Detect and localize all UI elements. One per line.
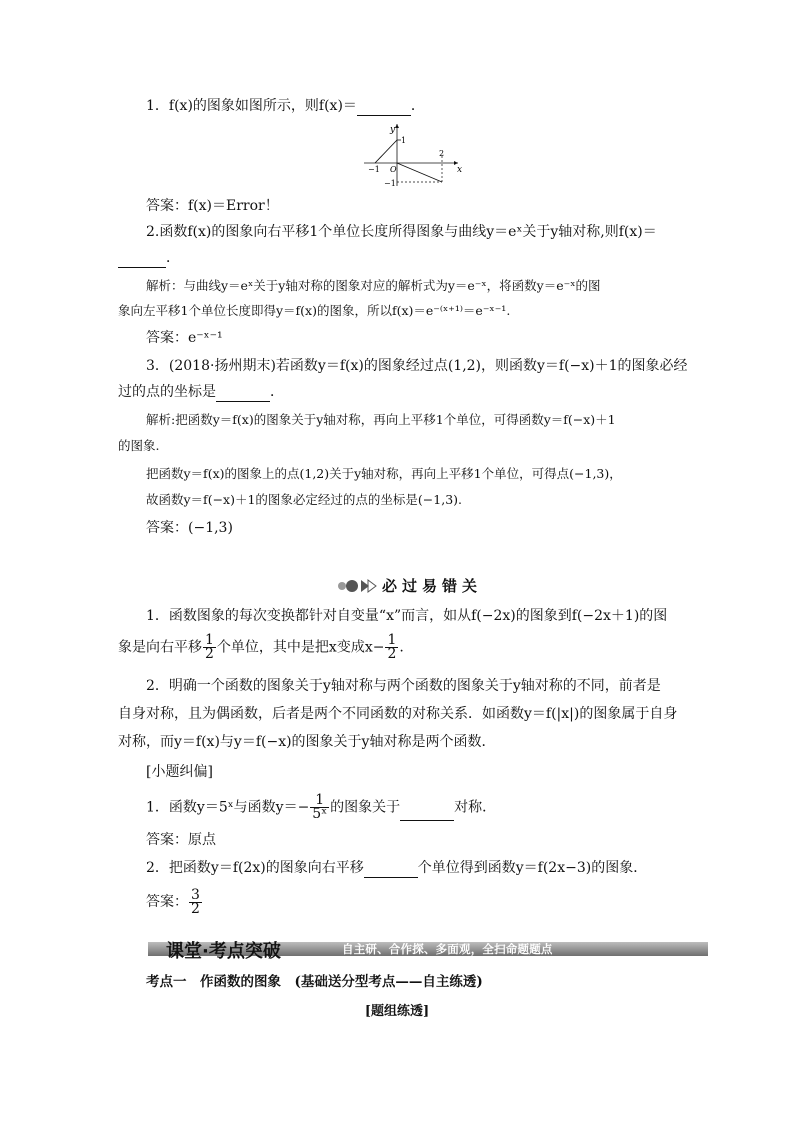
question-2-suffix: ． — [166, 250, 180, 266]
group-heading: [题组练透] — [364, 1004, 430, 1019]
answer-exercise-1: 答案：原点 — [146, 832, 216, 848]
exercise-1-text-c: 对称． — [454, 799, 497, 816]
y-label: y — [390, 125, 396, 135]
fraction-numerator: 3 — [191, 886, 200, 903]
question-1 — [146, 96, 706, 116]
fraction-numerator: 1 — [205, 632, 214, 648]
fraction-denominator: 2 — [387, 646, 397, 662]
point-1-text-c: . — [399, 639, 404, 656]
x-label: x — [457, 165, 463, 175]
y-axis-arrow — [395, 124, 399, 128]
exercise-2 — [146, 858, 706, 878]
banner-label: 必过易错关 — [382, 577, 483, 595]
point-1-line-1: 1．函数图象的每次变换都针对自变量“x”而言，如从f(−2x)的图象到f(−2x＋1)的图 — [146, 608, 668, 624]
fraction-denominator: 2 — [205, 646, 214, 662]
exercise-1-text: 1．函数y＝5ˣ与函数y＝− — [146, 799, 310, 816]
fraction-denominator: 5ˣ — [312, 806, 328, 822]
answer-exercise-2 — [146, 886, 706, 918]
answer-blank — [357, 101, 411, 116]
question-3-line-2 — [118, 382, 678, 402]
function-graph — [360, 120, 470, 190]
answer-2: 答案：e⁻ˣ⁻¹ — [146, 330, 223, 346]
exercise-2-suffix: 个单位得到函数y＝f(2x−3)的图象． — [417, 860, 648, 876]
section-bar-title: 课堂·考点突破 — [166, 941, 281, 962]
answer-blank — [400, 806, 454, 821]
point-1-text-a: 象是向右平移 — [118, 639, 202, 656]
exercise-1 — [146, 794, 706, 821]
tick-label-1: 1 — [401, 136, 407, 145]
section-heading: [小题纠偏] — [146, 764, 213, 780]
solution-3-line-1: 解析:把函数y＝f(x)的图象关于y轴对称，再向上平移1个单位，可得函数y＝f(−x)＋1 — [146, 412, 616, 427]
exercise-2-text: 2．把函数y＝f(2x)的图象向右平移 — [146, 860, 364, 876]
fraction-half-2 — [385, 634, 398, 661]
section-banner — [290, 577, 490, 595]
exercise-1-text-b: 的图象关于 — [330, 799, 401, 816]
point-1-line-2 — [118, 634, 678, 661]
point-2-line-1: 2．明确一个函数的图象关于y轴对称与两个函数的图象关于y轴对称的不同，前者是 — [146, 678, 661, 694]
point-1-text-b: 个单位，其中是把x变成x− — [216, 639, 385, 656]
answer-blank — [364, 863, 418, 878]
answer-label: 答案： — [146, 894, 188, 910]
fraction-numerator: 1 — [387, 632, 397, 648]
question-3-text: 过的点的坐标是 — [118, 384, 216, 400]
question-2-line-1: 2.函数f(x)的图象向右平移1个单位长度所得图象与曲线y＝eˣ关于y轴对称,则f(x)＝ — [146, 224, 657, 240]
fraction-three-halves — [189, 886, 202, 917]
question-2-line-2 — [118, 248, 678, 268]
section-bar-subtitle: 自主研、合作探、多面观，全扫命题题点 — [342, 942, 553, 956]
tick-label-neg1: −1 — [368, 165, 380, 174]
section-bar — [148, 940, 708, 962]
answer-1: 答案：f(x)＝Error！ — [146, 198, 279, 214]
origin-label: O — [390, 165, 397, 174]
fraction-numerator: 1 — [310, 794, 329, 808]
point-2-line-2: 自身对称，且为偶函数，后者是两个不同函数的对称关系．如函数y＝f(|x|)的图象属于自身 — [118, 706, 678, 722]
answer-3: 答案：(−1,3) — [146, 520, 233, 536]
fraction-one-over-five-x — [310, 794, 329, 821]
solution-2-line-1: 解析：与曲线y＝eˣ关于y轴对称的图象对应的解析式为y＝e⁻ˣ，将函数y＝e⁻ˣ的图 — [146, 278, 601, 293]
fraction-denominator: 2 — [191, 900, 200, 917]
solution-3-line-2: 的图象. — [118, 438, 160, 453]
answer-blank — [216, 387, 270, 402]
question-3-line-1: 3．(2018·扬州期末)若函数y＝f(x)的图象经过点(1,2)，则函数y＝f(−x)＋1的图象必经 — [146, 358, 688, 374]
question-1-suffix: ． — [410, 98, 425, 114]
graph-segment-left — [375, 140, 397, 163]
question-1-text: 1．f(x)的图象如图所示，则f(x)＝ — [146, 98, 357, 114]
point-2-line-3: 对称，而y＝f(x)与y＝f(−x)的图象关于y轴对称是两个函数． — [118, 734, 496, 750]
tick-label-y-neg1: −1 — [384, 179, 396, 188]
solution-3-line-4: 故函数y＝f(−x)＋1的图象必定经过的点的坐标是(−1,3). — [146, 492, 462, 507]
tick-label-2: 2 — [439, 149, 445, 158]
solution-2-line-2: 象向左平移1个单位长度即得y＝f(x)的图象，所以f(x)＝e⁻⁽ˣ⁺¹⁾＝e⁻ˣ⁻¹. — [118, 303, 511, 318]
answer-blank — [118, 253, 166, 268]
graph-segment-right — [397, 163, 442, 182]
solution-3-line-3: 把函数y＝f(x)的图象上的点(1,2)关于y轴对称，再向上平移1个单位，可得点(−1,3)， — [146, 466, 622, 481]
question-3-suffix: ． — [270, 384, 284, 400]
fraction-half — [203, 634, 216, 661]
topic-heading: 考点一 作函数的图象 (基础送分型考点——自主练透) — [146, 974, 483, 990]
